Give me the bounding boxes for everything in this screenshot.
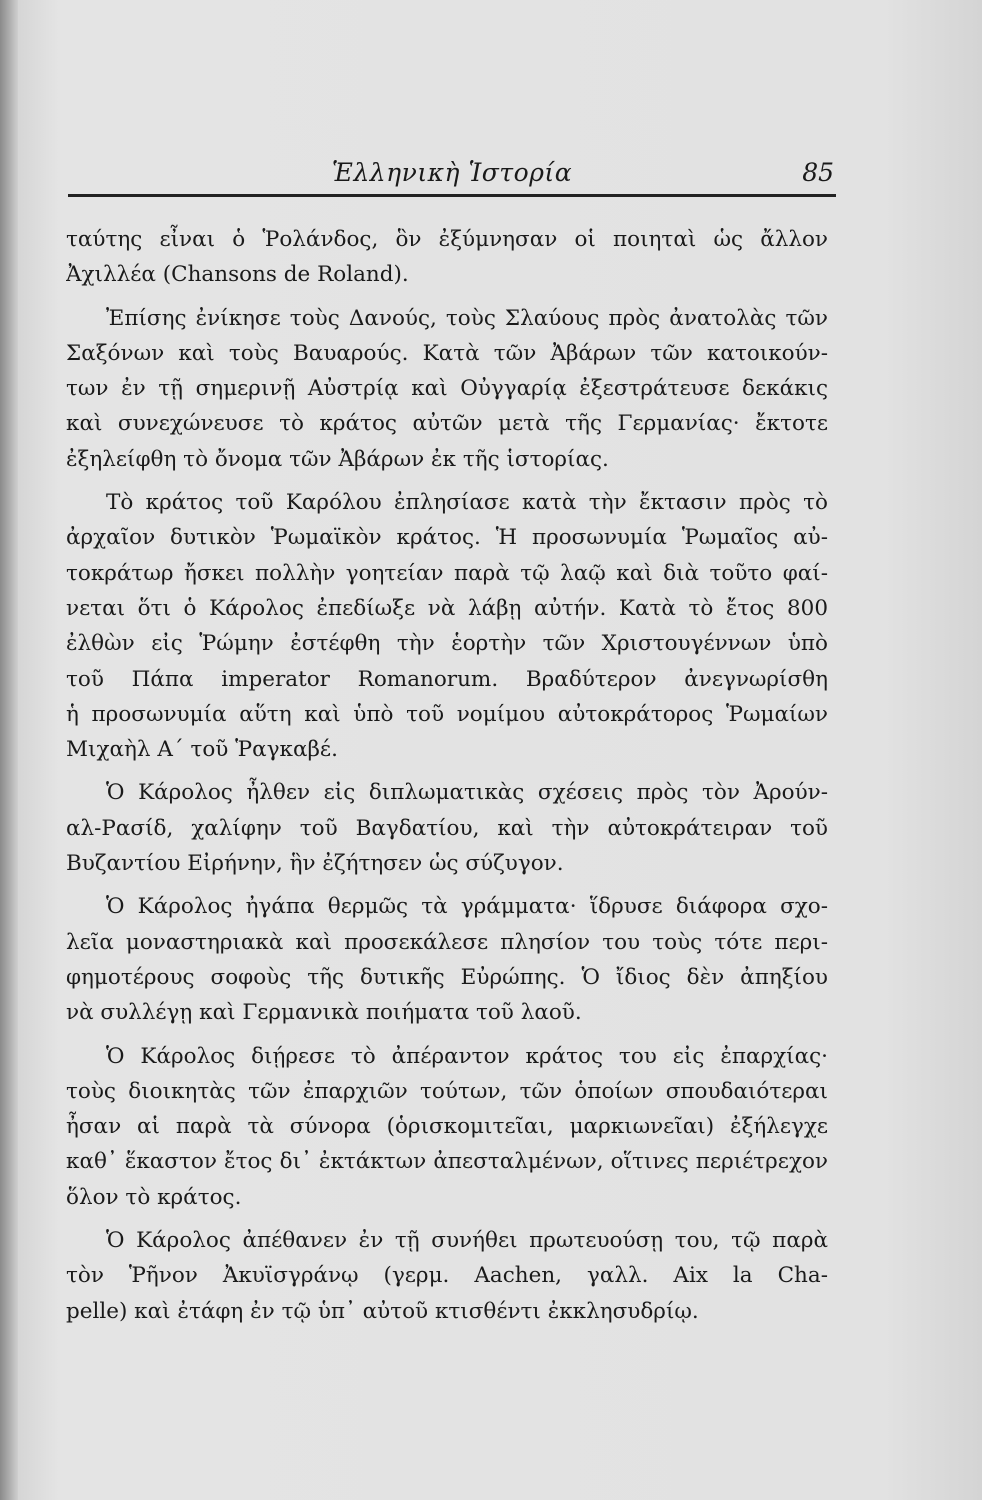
text-line: ἐλθὼν εἰς Ῥώμην ἐστέφθη τὴν ἑορτὴν τῶν Χριστουγέννων ὑπὸ	[66, 631, 828, 657]
paragraph	[66, 889, 828, 1030]
body-text	[66, 222, 828, 1329]
book-gutter	[0, 0, 18, 1500]
text-line: Τὸ κράτος τοῦ Καρόλου ἐπλησίασε κατὰ τὴν ἔκτασιν πρὸς τὸ	[106, 490, 828, 516]
text-line: τοὺς διοικητὰς τῶν ἐπαρχιῶν τούτων, τῶν ὁποίων σπουδαιότεραι	[66, 1078, 828, 1104]
text-line: καὶ συνεχώνευσε τὸ κράτος αὐτῶν μετὰ τῆς Γερμανίας· ἔκτοτε	[66, 411, 828, 437]
paragraph-gap	[66, 767, 828, 775]
text-line: ταύτης εἶναι ὁ Ῥολάνδος, ὃν ἐξύμνησαν οἱ ποιηταὶ ὡς ἄλλον	[66, 227, 828, 252]
header-rule	[68, 194, 836, 197]
page-number: 85	[802, 158, 834, 187]
text-line: pelle) καὶ ἐτάφη ἐν τῷ ὑπ᾽ αὐτοῦ κτισθέντι ἐκκλησυδρίῳ.	[66, 1298, 699, 1324]
paragraph-gap	[66, 477, 828, 485]
text-line: νὰ συλλέγῃ καὶ Γερμανικὰ ποιήματα τοῦ λαοῦ.	[66, 1000, 582, 1026]
text-line: ἐξηλείφθη τὸ ὄνομα τῶν Ἀβάρων ἐκ τῆς ἱστορίας.	[66, 446, 609, 472]
paragraph	[66, 1039, 828, 1215]
text-line: ἡ προσωνυμία αὕτη καὶ ὑπὸ τοῦ νομίμου αὐτοκράτορος Ῥωμαίων	[66, 701, 828, 727]
text-line: Ἀχιλλέα (Chansons de Roland).	[66, 262, 409, 288]
paragraph	[66, 1223, 828, 1329]
paragraph-gap	[66, 1031, 828, 1039]
text-line: Ὁ Κάρολος διῄρεσε τὸ ἀπέραντον κράτος του εἰς ἐπαρχίας·	[106, 1043, 828, 1069]
text-line: ἦσαν αἱ παρὰ τὰ σύνορα (ὁρισκομιτεῖαι, μαρκιωνεῖαι) ἐξήλεγχε	[66, 1114, 828, 1140]
text-line: τὸν Ῥῆνον Ἀκυϊσγράνῳ (γερμ. Aachen, γαλλ. Aix la Cha-	[66, 1263, 828, 1289]
text-line: Μιχαὴλ Α΄ τοῦ Ῥαγκαβέ.	[66, 737, 338, 763]
text-line: τοκράτωρ ἤσκει πολλὴν γοητείαν παρὰ τῷ λαῷ καὶ διὰ τοῦτο φαί-	[66, 560, 828, 586]
text-line: Σαξόνων καὶ τοὺς Βαυαρούς. Κατὰ τῶν Ἀβάρων τῶν κατοικούν-	[66, 340, 828, 366]
text-line: Ὁ Κάρολος ἀπέθανεν ἐν τῇ συνήθει πρωτευούσῃ του, τῷ παρὰ	[106, 1228, 828, 1254]
paragraph	[66, 485, 828, 767]
text-line: λεῖα μοναστηριακὰ καὶ προσεκάλεσε πλησίον του τοὺς τότε περι-	[66, 929, 828, 955]
paragraph	[66, 301, 828, 477]
text-line: τοῦ Πάπα imperator Romanorum. Βραδύτερον ἀνεγνωρίσθη	[66, 666, 828, 692]
text-line: ὅλον τὸ κράτος.	[66, 1184, 242, 1210]
text-line: αλ-Ρασίδ, χαλίφην τοῦ Βαγδατίου, καὶ τὴν αὐτοκράτειραν τοῦ	[66, 815, 828, 841]
text-line: Βυζαντίου Εἰρήνην, ἣν ἐζήτησεν ὡς σύζυγον.	[66, 851, 564, 877]
running-header	[70, 150, 834, 192]
paragraph-gap	[66, 1215, 828, 1223]
text-line: Ὁ Κάρολος ἦλθεν εἰς διπλωματικὰς σχέσεις πρὸς τὸν Ἀρούν-	[106, 780, 828, 806]
text-line: καθ᾽ ἕκαστον ἔτος δι᾽ ἐκτάκτων ἀπεσταλμένων, οἵτινες περιέτρεχον	[66, 1149, 828, 1175]
paragraph-gap	[66, 881, 828, 889]
text-line: Ἐπίσης ἐνίκησε τοὺς Δανούς, τοὺς Σλαύους πρὸς ἀνατολὰς τῶν	[106, 305, 828, 331]
paragraph	[66, 222, 828, 293]
text-line: ἀρχαῖον δυτικὸν Ῥωμαϊκὸν κράτος. Ἡ προσωνυμία Ῥωμαῖος αὐ-	[66, 525, 828, 551]
text-line: των ἐν τῇ σημερινῇ Αὐστρίᾳ καὶ Οὐγγαρίᾳ ἐξεστράτευσε δεκάκις	[66, 376, 828, 402]
text-line: Ὁ Κάρολος ἠγάπα θερμῶς τὰ γράμματα· ἵδρυσε διάφορα σχο-	[106, 894, 828, 920]
text-line: νεται ὅτι ὁ Κάρολος ἐπεδίωξε νὰ λάβῃ αὐτήν. Κατὰ τὸ ἔτος 800	[66, 595, 828, 621]
header-title: Ἑλληνικὴ Ἱστορία	[331, 158, 573, 187]
paragraph-gap	[66, 293, 828, 301]
paragraph	[66, 775, 828, 881]
text-line: φημοτέρους σοφοὺς τῆς δυτικῆς Εὐρώπης. Ὁ ἴδιος δὲν ἀπηξίου	[66, 964, 828, 990]
